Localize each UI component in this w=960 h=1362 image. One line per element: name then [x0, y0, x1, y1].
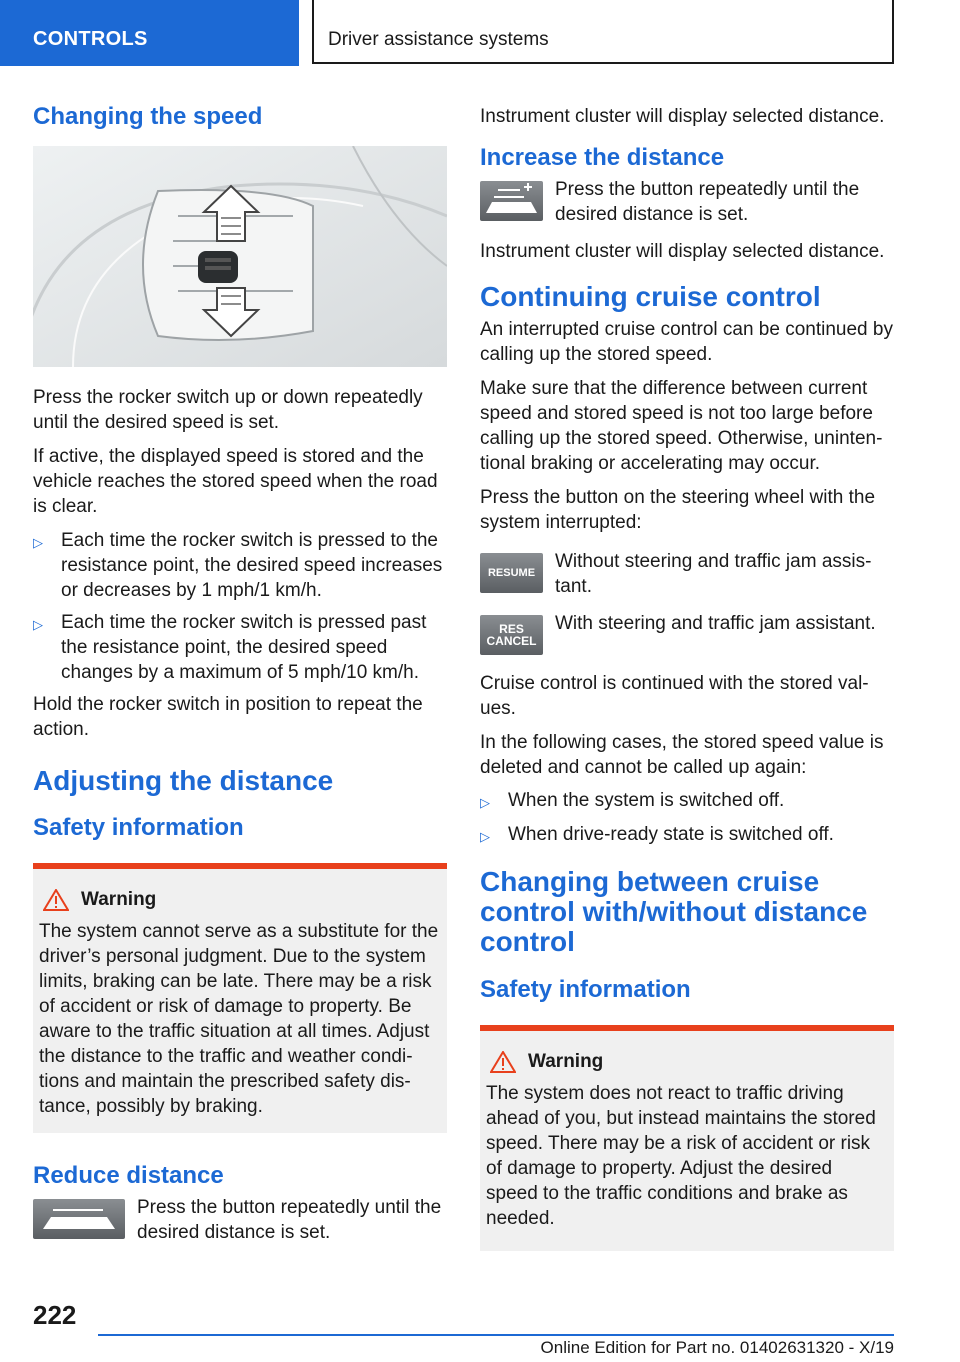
warning-title	[39, 889, 441, 911]
resume-text: Without steering and traffic jam assis-tant.	[555, 551, 872, 597]
bullet-triangle-icon: ▷	[33, 617, 43, 632]
heading-changing-cruise-control: Changing between cruise control with/without distance control	[480, 866, 868, 957]
increase-distance-row	[480, 177, 894, 227]
list-item	[33, 528, 447, 603]
reduce-distance-button-icon	[33, 1199, 125, 1239]
paragraph: If active, the displayed speed is stored and the vehicle reaches the stored speed when the road is clear.	[33, 446, 438, 517]
bullet-triangle-icon: ▷	[33, 535, 43, 550]
paragraph: Press the button on the steering wheel with the system interrupted:	[480, 487, 876, 533]
right-column	[480, 98, 894, 1279]
footer-divider	[98, 1334, 894, 1336]
res-cancel-text: With steering and traffic jam assistant.	[555, 613, 876, 634]
reduce-distance-row	[33, 1195, 447, 1245]
heading-safety-information: Safety information	[33, 814, 244, 841]
heading-continuing-cruise-control: Continuing cruise control	[480, 281, 821, 312]
increase-distance-text: Press the button repeatedly until the desired distance is set.	[555, 179, 860, 225]
warning-title	[486, 1051, 888, 1073]
increase-distance-button-icon	[480, 181, 543, 221]
distance-bars-icon	[33, 1199, 125, 1239]
chapter-header	[312, 0, 894, 64]
paragraph: Instrument cluster will display selected distance.	[480, 106, 885, 127]
page-number: 222	[33, 1300, 77, 1330]
list-item-text: Each time the rocker switch is pressed to the resistance point, the desired speed increases or decreases by 1 mph/1 km/h.	[61, 530, 443, 601]
warning-title-text: Warning	[528, 1051, 604, 1072]
paragraph: In the following cases, the stored speed value is deleted and cannot be called up again:	[480, 732, 884, 778]
warning-text: The system cannot serve as a substitute for the driver’s personal judgment. Due to the system limits, braking can be late. There may be a risk of accident or risk of damage to property. Be aware to the traffic situation at all times. Adjust the distance to the traffic and weather condi-tions and maintain the prescribed safety dis-tance, possibly by braking.	[39, 921, 439, 1117]
section-tab	[0, 0, 299, 66]
rocker-switch-figure	[33, 146, 447, 367]
list-item-text: Each time the rocker switch is pressed past the resistance point, the desired speed changes by a maximum of 5 mph/10 km/h.	[61, 612, 427, 683]
bullet-triangle-icon: ▷	[480, 795, 490, 810]
res-cancel-label	[480, 615, 543, 655]
resume-button-icon	[480, 553, 543, 593]
warning-text: The system does not react to traffic driving ahead of you, but instead maintains the stored speed. There may be a risk of accident or risk of damage to property. Adjust the desired speed to the traffic conditions and brake as needed.	[486, 1083, 876, 1229]
list-item	[33, 610, 447, 685]
warning-triangle-icon	[490, 1051, 516, 1073]
res-label: RES	[499, 622, 524, 636]
heading-changing-speed: Changing the speed	[33, 103, 263, 130]
edition-text: Online Edition for Part no. 01402631320 - X/19	[540, 1338, 894, 1357]
distance-plus-icon	[480, 181, 543, 221]
rocker-switch-illustration	[33, 146, 447, 367]
heading-reduce-distance: Reduce distance	[33, 1162, 224, 1189]
res-cancel-button-icon	[480, 615, 543, 655]
list-item	[480, 788, 894, 815]
paragraph: An interrupted cruise control can be continued by calling up the stored speed.	[480, 319, 893, 365]
warning-title-text: Warning	[81, 889, 157, 910]
resume-row	[480, 549, 894, 599]
heading-safety-information: Safety information	[480, 976, 691, 1003]
warning-box	[33, 863, 447, 1133]
resume-label: RESUME	[487, 567, 536, 579]
list-item-text: When drive-ready state is switched off.	[508, 824, 834, 845]
paragraph: Hold the rocker switch in position to repeat the action.	[33, 694, 423, 740]
reduce-distance-text: Press the button repeatedly until the desired distance is set.	[137, 1197, 442, 1243]
list-item	[480, 822, 894, 849]
warning-box	[480, 1025, 894, 1251]
bullet-triangle-icon: ▷	[480, 829, 490, 844]
paragraph: Instrument cluster will display selected distance.	[480, 241, 885, 262]
paragraph: Cruise control is continued with the stored val-ues.	[480, 673, 869, 719]
cancel-label: CANCEL	[486, 634, 537, 648]
paragraph: Press the rocker switch up or down repeatedly until the desired speed is set.	[33, 387, 423, 433]
warning-triangle-icon	[43, 889, 69, 911]
heading-adjusting-distance: Adjusting the distance	[33, 765, 334, 796]
paragraph: Make sure that the difference between current speed and stored speed is not too large before calling up the stored speed. Otherwise, uninten-tional braking or accelerating may occur.	[480, 378, 883, 474]
chapter-title: Driver assistance systems	[328, 29, 549, 50]
heading-increase-distance: Increase the distance	[480, 144, 725, 171]
section-title: CONTROLS	[33, 28, 148, 50]
left-column	[33, 98, 447, 1257]
res-cancel-row	[480, 611, 894, 655]
list-item-text: When the system is switched off.	[508, 790, 785, 811]
